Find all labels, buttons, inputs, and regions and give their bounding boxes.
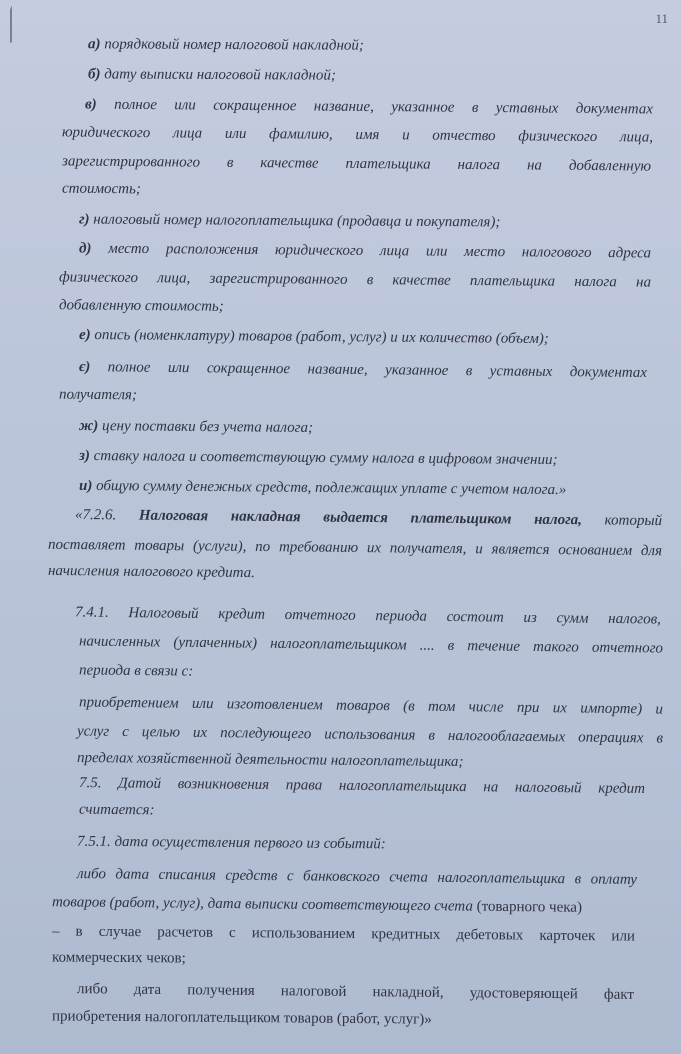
list-item-g [79,211,501,232]
list-item-z [79,447,558,469]
section-7-2-6-heading [75,506,662,530]
text-fragment: который [604,512,663,530]
list-item-text: место расположения юридического лица или место налогового адреса [108,240,652,262]
list-item-a [88,35,364,54]
list-marker: в) [84,96,97,113]
list-marker: б) [87,66,101,83]
paragraph-acquisition: приобретением или изготовлением товаров (в том числе при их импорте) и [78,694,664,718]
list-item-text: общую сумму денежных средств, подлежащих уплате с учетом налога.» [96,478,567,499]
text-line: периода в связи с: [78,662,194,680]
list-marker: и) [78,477,93,494]
list-marker: є) [78,359,91,376]
list-item-e [79,326,549,348]
page-number: 11 [655,11,668,26]
list-item-i [79,477,566,499]
text-line: пределах хозяйственной деятельности налогоплательщика; [76,749,464,771]
text-fragment: товаров (работ, услуг), дата выписки соответствующего счета [51,894,473,915]
text-line: коммерческих чеков; [51,949,186,967]
text-line: считается: [78,801,155,819]
list-marker: е) [78,326,91,344]
section-7-5: 7.5. Датой возникновения права налогоплательщика на налоговый кредит [78,775,646,797]
text-line: зарегистрированного в качестве плательщика налога на добавленную [61,153,652,175]
list-item-text: ставку налога и соответствующую сумму налога в цифровом значении; [93,448,558,469]
paragraph-write-off: либо дата списания средств с банковского счета налогоплательщика в оплату [76,866,638,888]
text-line: начисленных (уплаченных) налогоплательщиком .... в течение такого отчетного [78,633,664,657]
paragraph-receipt: либо дата получения налоговой накладной, удостоверяющей факт [76,981,635,1003]
section-7-5-1: 7.5.1. дата осуществления первого из событий: [76,833,386,853]
text-line: поставляет товары (услуги), по требованию их получателя, и является основанием для [47,536,663,560]
list-item-text: полное или сокращенное название, указанное в уставных документах [107,359,648,381]
list-marker: д) [78,240,92,257]
list-marker: ж) [78,417,99,435]
text-line: стоимость; [61,180,141,198]
text-line: услуг с целью их последующего использования в налогооблагаемых операциях в [76,723,664,747]
list-marker: г) [78,211,90,228]
section-7-4-1: 7.4.1. Налоговый кредит отчетного периода состоит из сумм налогов, [74,604,662,628]
list-item-d [79,240,651,263]
list-marker: з) [78,447,90,465]
list-item-text: дату выписки налоговой накладной; [104,66,336,84]
list-item-text: цену поставки без учета налога; [101,418,314,437]
list-item-text: порядковый номер налоговой накладной; [104,36,364,54]
list-item-zh [79,417,313,437]
list-item-text: полное или сокращенное название, указанное в уставных документах [114,96,654,118]
text-line: добавленную стоимость; [58,297,224,315]
text-line: приобретения налогоплательщиком товаров (работ, услуг)» [51,1008,432,1028]
list-item-b [88,65,336,84]
text-line: юридического лица или фамилию, имя и отчество физического лица, [61,124,654,146]
list-item-text: опись (номенклатуру) товаров (работ, услуг) и их количество (объем); [94,327,549,348]
staple-mark [0,6,12,50]
list-item-v [85,96,653,119]
text-line: получателя; [58,386,137,404]
text-line: – в случае расчетов с использованием кредитных дебетовых карточек или [51,923,636,945]
section-number: «7.2.6. [74,506,117,524]
list-item-text: налоговый номер налогоплательщика (продавца и покупателя); [93,211,501,231]
text-line: начисления налогового кредита. [47,562,255,582]
list-marker: а) [87,36,101,53]
list-item-ye [79,358,647,382]
text-line [52,893,582,917]
bold-statement: Налоговая накладная выдается плательщиком налога, [138,507,583,529]
text-fragment: (товарного чека) [472,898,583,916]
text-line: физического лица, зарегистрированного в качестве плательщика налога на [58,269,652,291]
